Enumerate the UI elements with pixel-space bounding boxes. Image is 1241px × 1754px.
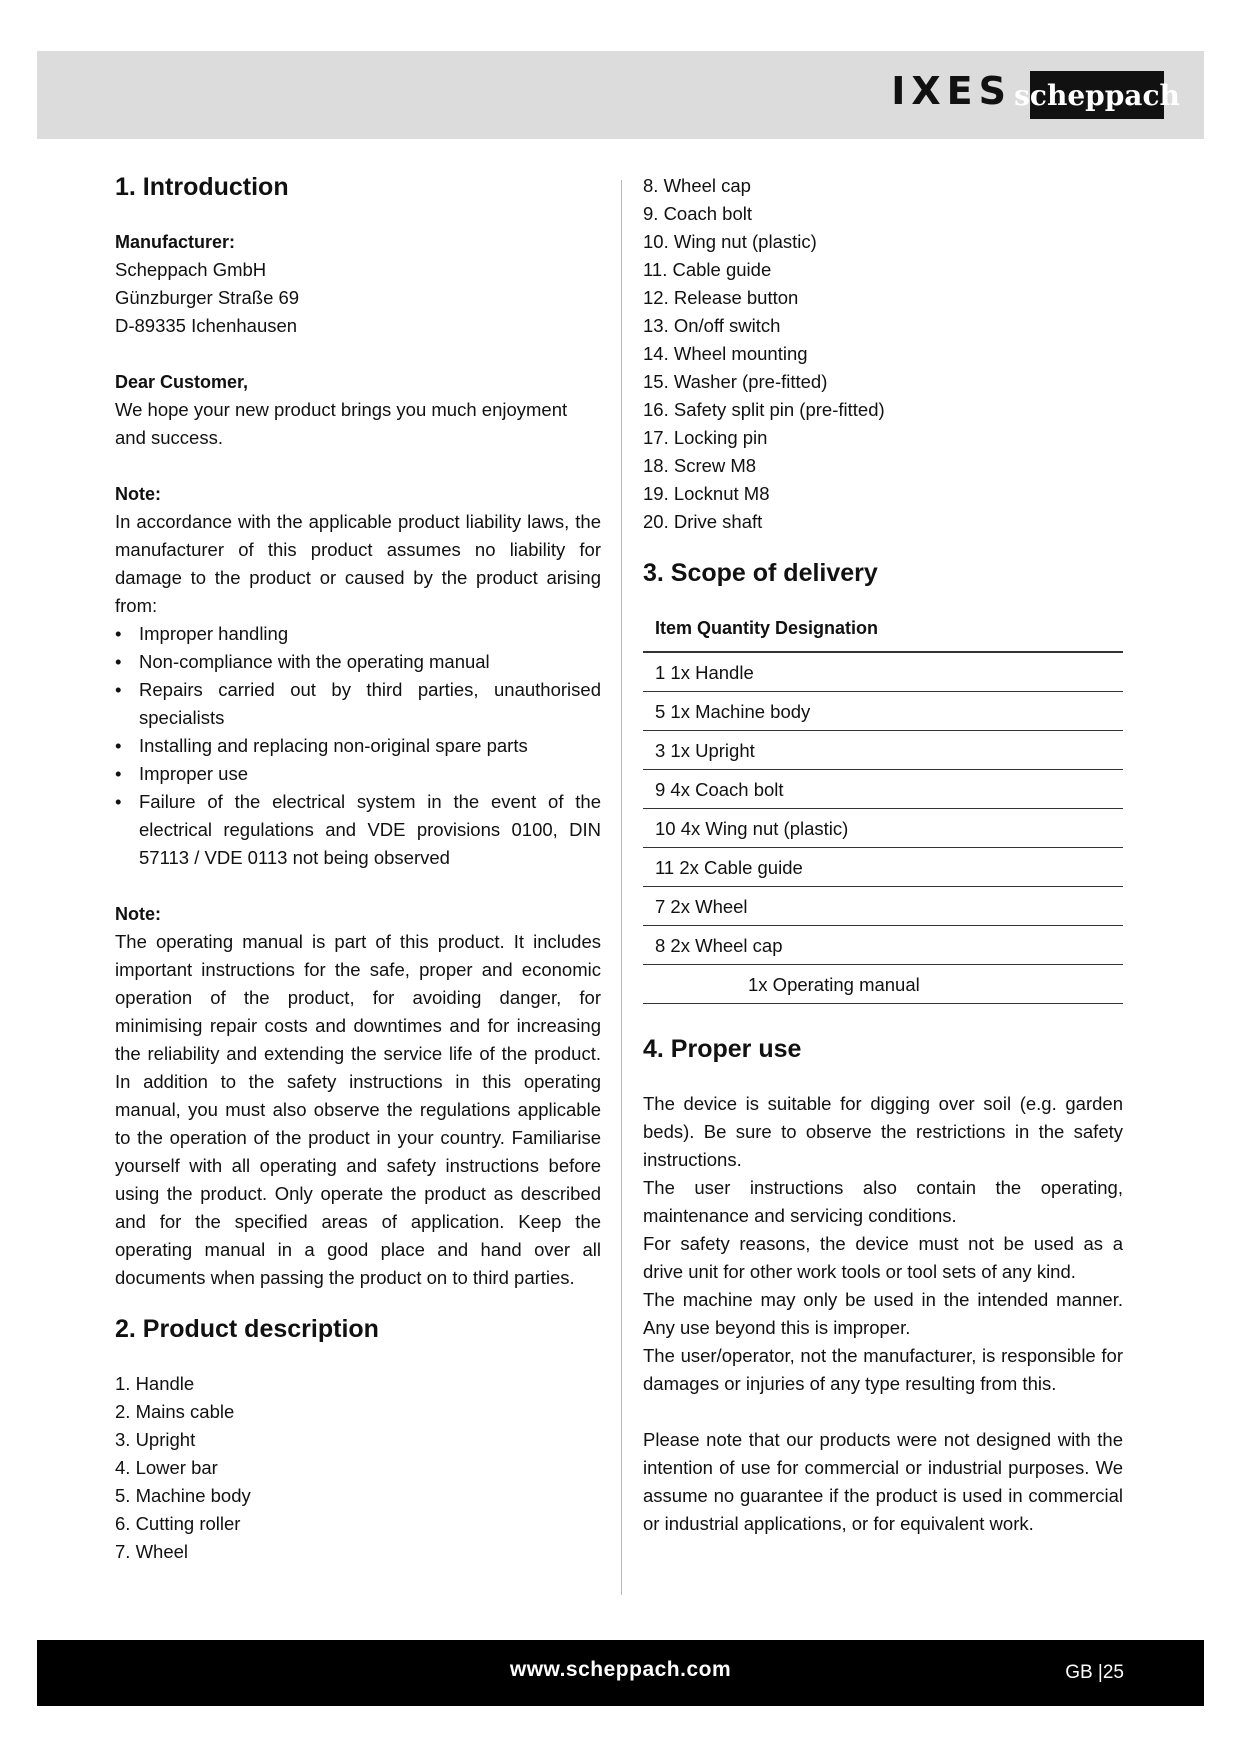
list-item: 2. Mains cable [115, 1401, 235, 1422]
list-item: 14. Wheel mounting [643, 343, 808, 364]
table-cell: 5 1x Machine body [643, 692, 1123, 731]
list-item: 16. Safety split pin (pre-fitted) [643, 399, 885, 420]
table-row [643, 809, 1123, 848]
list-item: 11. Cable guide [643, 259, 772, 280]
product-parts-list [115, 1370, 601, 1566]
table-row [643, 770, 1123, 809]
table-cell: 7 2x Wheel [643, 887, 1123, 926]
table-row [643, 887, 1123, 926]
proper-use-paragraph: The user/operator, not the manufacturer, is responsible for damages or injuries of any type resulting from this. [643, 1345, 1123, 1394]
scope-table-header: Item Quantity Designation [643, 614, 1123, 652]
proper-use-paragraph: The device is suitable for digging over soil (e.g. garden beds). Be sure to observe the restrictions in the safety instructions. [643, 1093, 1123, 1170]
note-label: Note: [115, 484, 161, 504]
list-item: 5. Machine body [115, 1485, 251, 1506]
dear-text: We hope your new product brings you much enjoyment and success. [115, 399, 568, 448]
list-item: 15. Washer (pre-fitted) [643, 371, 828, 392]
note-label: Note: [115, 904, 161, 924]
scope-table [643, 614, 1123, 1004]
list-item: 6. Cutting roller [115, 1513, 241, 1534]
liability-list [115, 620, 601, 872]
list-item: 10. Wing nut (plastic) [643, 231, 817, 252]
list-item: 20. Drive shaft [643, 511, 763, 532]
table-row [643, 692, 1123, 731]
table-cell: 1x Operating manual [643, 965, 1123, 1004]
list-item: 18. Screw M8 [643, 455, 757, 476]
product-parts-list-continued [643, 172, 1123, 536]
list-item: • Improper use [115, 760, 601, 788]
list-item: 1. Handle [115, 1373, 195, 1394]
list-item: • Installing and replacing non-original spare parts [115, 732, 601, 760]
table-row [643, 926, 1123, 965]
list-item: 8. Wheel cap [643, 175, 751, 196]
list-item: • Non-compliance with the operating manual [115, 648, 601, 676]
note-text: The operating manual is part of this product. It includes important instructions for the safe, proper and economic operation of the product, for avoiding danger, for minimising repair costs and downtimes and for increasing the reliability and extending the service life of the product. In addition to the safety instructions in this operating manual, you must also observe the regulations applicable to the operation of the product in your country. Familiarise yourself with all operating and safety instructions before using the product. Only operate the product as described and for the specified areas of application. Keep the operating manual in a good place and hand over all documents when passing the product on to third parties. [115, 931, 601, 1288]
list-item: 7. Wheel [115, 1541, 189, 1562]
list-item: • Failure of the electrical system in the event of the electrical regulations and VDE provisions 0100, DIN 57113 / VDE 0113 not being observed [115, 788, 601, 872]
page-header [37, 51, 1204, 139]
scheppach-logo: scheppach [1030, 71, 1164, 119]
proper-use-closing: Please note that our products were not designed with the intention of use for commercial or industrial purposes. We assume no guarantee if the product is used in commercial or industrial applications, or for equivalent work. [643, 1429, 1123, 1534]
table-cell: 10 4x Wing nut (plastic) [643, 809, 1123, 848]
table-cell: 1 1x Handle [643, 652, 1123, 692]
list-item: 3. Upright [115, 1429, 196, 1450]
website-link[interactable]: www.scheppach.com [509, 1658, 732, 1681]
table-cell: 8 2x Wheel cap [643, 926, 1123, 965]
list-item: • Repairs carried out by third parties, unauthorised specialists [115, 676, 601, 732]
scope-title: 3. Scope of delivery [643, 559, 878, 587]
manufacturer-label: Manufacturer: [115, 232, 236, 252]
table-row [643, 652, 1123, 692]
column-divider [621, 180, 622, 1595]
ixes-logo: IXES [891, 69, 1012, 113]
left-column [115, 172, 601, 1566]
proper-use-title: 4. Proper use [643, 1035, 802, 1063]
table-row [643, 965, 1123, 1004]
intro-title: 1. Introduction [115, 173, 289, 201]
page-number: GB |25 [1065, 1662, 1124, 1683]
proper-use-paragraph: The machine may only be used in the intended manner. Any use beyond this is improper. [643, 1289, 1123, 1338]
list-item: 9. Coach bolt [643, 203, 753, 224]
proper-use-paragraph: For safety reasons, the device must not be used as a drive unit for other work tools or tool sets of any kind. [643, 1233, 1123, 1282]
note-text: In accordance with the applicable product liability laws, the manufacturer of this product assumes no liability for damage to the product or caused by the product arising from: [115, 511, 601, 616]
list-item: 19. Locknut M8 [643, 483, 770, 504]
address-line: D-89335 Ichenhausen [115, 315, 298, 336]
right-column [643, 172, 1123, 1538]
table-cell: 9 4x Coach bolt [643, 770, 1123, 809]
list-item: • Improper handling [115, 620, 601, 648]
page-footer [37, 1640, 1204, 1706]
address-line: Scheppach GmbH [115, 259, 267, 280]
list-item: 4. Lower bar [115, 1457, 218, 1478]
list-item: 17. Locking pin [643, 427, 768, 448]
proper-use-paragraph: The user instructions also contain the operating, maintenance and servicing conditions. [643, 1177, 1123, 1226]
table-cell: 11 2x Cable guide [643, 848, 1123, 887]
address-line: Günzburger Straße 69 [115, 287, 300, 308]
table-cell: 3 1x Upright [643, 731, 1123, 770]
dear-label: Dear Customer, [115, 372, 249, 392]
list-item: 12. Release button [643, 287, 799, 308]
list-item: 13. On/off switch [643, 315, 781, 336]
table-row [643, 731, 1123, 770]
product-title: 2. Product description [115, 1315, 379, 1343]
table-row [643, 848, 1123, 887]
